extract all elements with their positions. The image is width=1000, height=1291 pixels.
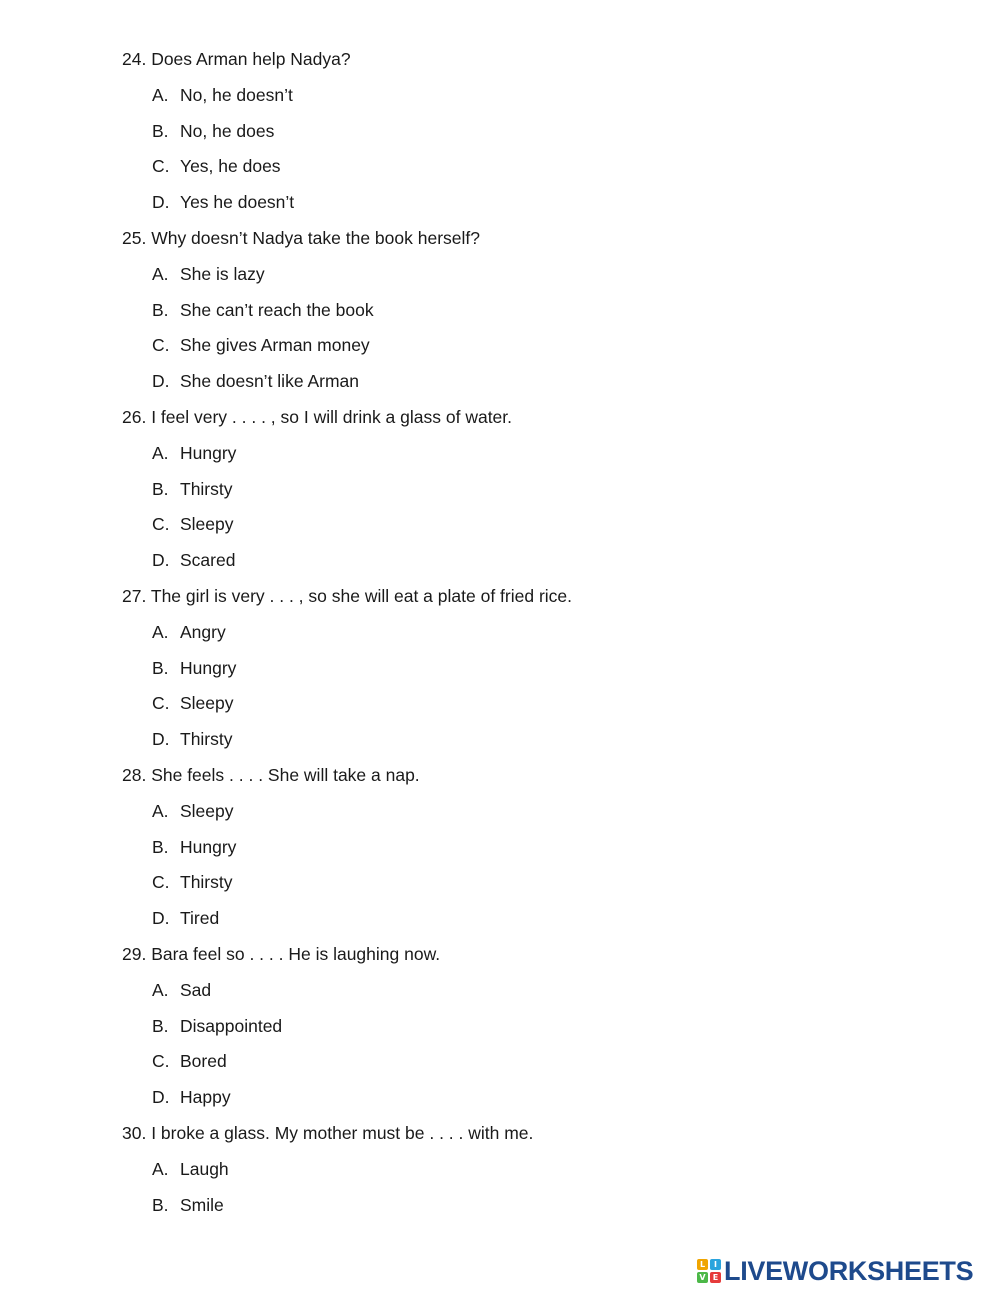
option-text: Hungry xyxy=(180,836,237,857)
logo-block-v: V xyxy=(697,1272,708,1283)
option-letter: A. xyxy=(152,979,169,1000)
question-stem: 29. Bara feel so . . . . He is laughing now. xyxy=(122,944,441,964)
liveworksheets-logo-icon xyxy=(697,1259,721,1283)
option-text: She is lazy xyxy=(180,263,265,284)
question-stem: 27. The girl is very . . . , so she will eat a plate of fried rice. xyxy=(122,586,573,606)
option-letter: B. xyxy=(152,299,169,320)
option-letter: B. xyxy=(152,1194,169,1215)
option-text: Happy xyxy=(180,1087,231,1108)
option-text: Yes, he does xyxy=(180,156,281,177)
option-letter: B. xyxy=(152,478,169,499)
option-text: No, he doesn’t xyxy=(180,84,293,105)
option-text: Disappointed xyxy=(180,1015,283,1036)
option-letter: B. xyxy=(152,836,169,857)
option-letter: D. xyxy=(152,192,170,213)
option-letter: C. xyxy=(152,156,170,177)
option-letter: C. xyxy=(152,872,170,893)
option-text: Hungry xyxy=(180,657,237,678)
option-text: Angry xyxy=(180,621,226,642)
option-letter: B. xyxy=(152,120,169,141)
option-text: Smile xyxy=(180,1194,224,1215)
option-text: No, he does xyxy=(180,120,275,141)
question-stem: 30. I broke a glass. My mother must be . . . . with me. xyxy=(122,1123,534,1143)
question-stem: 26. I feel very . . . . , so I will drink a glass of water. xyxy=(122,407,513,427)
option-letter: B. xyxy=(152,657,169,678)
option-letter: C. xyxy=(152,514,170,535)
option-letter: A. xyxy=(152,1158,169,1179)
option-text: Tired xyxy=(180,908,220,929)
option-letter: A. xyxy=(152,800,169,821)
option-text: Hungry xyxy=(180,442,237,463)
question-stem: 28. She feels . . . . She will take a nap. xyxy=(122,765,420,785)
option-text: Yes he doesn’t xyxy=(180,192,295,213)
option-text: Sad xyxy=(180,979,212,1000)
option-text: Sleepy xyxy=(180,800,234,821)
option-text: She doesn’t like Arman xyxy=(180,371,359,392)
option-text: Scared xyxy=(180,550,236,571)
option-text: Sleepy xyxy=(180,693,234,714)
option-letter: A. xyxy=(152,84,169,105)
option-text: Bored xyxy=(180,1051,227,1072)
option-letter: D. xyxy=(152,908,170,929)
option-text: She gives Arman money xyxy=(180,335,370,356)
option-letter: A. xyxy=(152,621,169,642)
option-letter: A. xyxy=(152,263,169,284)
liveworksheets-logo xyxy=(697,1256,973,1286)
liveworksheets-logo-text: LIVEWORKSHEETS xyxy=(724,1255,974,1286)
option-text: Sleepy xyxy=(180,514,234,535)
option-letter: D. xyxy=(152,550,170,571)
option-letter: C. xyxy=(152,693,170,714)
option-letter: D. xyxy=(152,1087,170,1108)
option-text: Laugh xyxy=(180,1158,229,1179)
option-letter: C. xyxy=(152,335,170,356)
logo-block-l: L xyxy=(697,1259,708,1270)
option-letter: D. xyxy=(152,371,170,392)
logo-block-i: I xyxy=(710,1259,721,1270)
option-letter: B. xyxy=(152,1015,169,1036)
option-letter: C. xyxy=(152,1051,170,1072)
option-text: She can’t reach the book xyxy=(180,299,374,320)
logo-block-e: E xyxy=(710,1272,721,1283)
option-letter: D. xyxy=(152,729,170,750)
option-text: Thirsty xyxy=(180,729,233,750)
option-text: Thirsty xyxy=(180,872,233,893)
question-stem: 25. Why doesn’t Nadya take the book herself? xyxy=(122,228,480,248)
option-letter: A. xyxy=(152,442,169,463)
question-stem: 24. Does Arman help Nadya? xyxy=(122,49,351,69)
option-text: Thirsty xyxy=(180,478,233,499)
